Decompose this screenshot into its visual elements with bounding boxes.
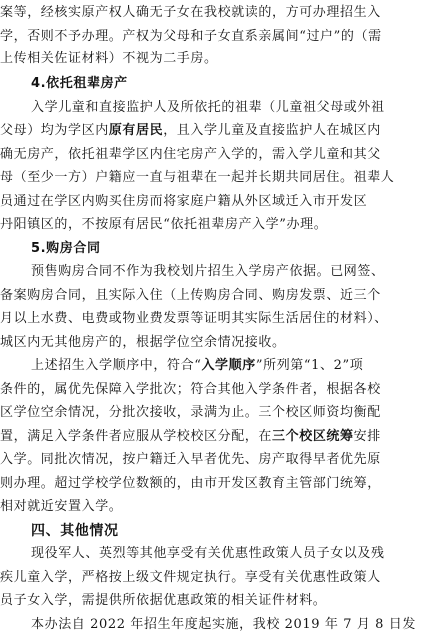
text-line-1: 案等，经核实原产权人确无子女在我校就读的，方可办理招生入 (0, 5, 381, 20)
text-line-5: 入学儿童和直接监护人及所依托的祖辈（儿童祖父母或外祖 (31, 100, 385, 115)
text-line-10: 丹阳镇区的，不按原有居民“依托祖辈房产入学”办理。 (0, 217, 328, 232)
text-line-8: 母（至少一方）户籍应一直与祖辈在一起并长期共同居住。祖辈人 (0, 170, 395, 185)
text-line-16: 上述招生入学顺序中，符合“入学顺序”所列第“1、2”项 (31, 358, 364, 373)
emphasis-admission-order: 入学顺序 (201, 358, 256, 373)
text-line-21: 则办理。超过学校学位数额的，由市开发区教育主管部门统筹， (0, 476, 381, 491)
text-line-24: 现役军人、英烈等其他享受有关优惠性政策人员子女以及残 (31, 546, 385, 561)
heading-4: 4.依托租辈房产 (31, 76, 128, 91)
text-line-9: 员通过在学区内购买住房而将家庭户籍从外区域迁入市开发区 (0, 194, 368, 209)
text-line-3: 上传相关佐证材料）不视为二手房。 (0, 51, 218, 66)
text-line-18: 区学位空余情况，分批次接收，录满为止。三个校区师资均衡配 (0, 405, 381, 420)
text-line-17: 条件的，属优先保障入学批次；符合其他入学条件者，根据各校 (0, 382, 381, 397)
text-line-22: 相对就近安置入学。 (0, 499, 123, 514)
text-line-27: 本办法自 2022 年招生年度起实施，我校 2019 年 7 月 8 日发 (31, 617, 416, 632)
heading-5: 5.购房合同 (31, 241, 101, 256)
text-line-7: 确无房产，依托祖辈学区内住宅房产入学的，需入学儿童和其父 (0, 147, 381, 162)
section-heading-other: 四、其他情况 (31, 523, 119, 539)
text-line-15: 城区内无其他房产的，根据学位空余情况接收。 (0, 335, 286, 350)
text-line-13: 备案购房合同，且实际入住（上传购房合同、购房发票、近三个 (0, 288, 381, 303)
text-line-20: 入学。同批次情况，按户籍迁入早者优先、房产取得早者优先原 (0, 452, 381, 467)
text-line-2: 学，否则不予办理。产权为父母和子女直系亲属间“过户”的（需 (0, 29, 382, 44)
emphasis-original-residents: 原有居民 (108, 123, 164, 138)
text-line-26: 员子女入学，需提供所依据优惠政策的相关证件材料。 (0, 593, 327, 608)
text-line-6: 父母）均为学区内原有居民，且入学儿童及直接监护人在城区内 (0, 123, 381, 138)
text-line-14: 月以上水费、电费或物业费发票等证明其实际生活居住的材料）、 (0, 311, 388, 326)
text-line-19: 置，满足入学条件者应服从学校校区分配，在三个校区统筹安排 (0, 429, 381, 444)
text-line-25: 疾儿童入学，严格按上级文件规定执行。享受有关优惠性政策人 (0, 570, 381, 585)
emphasis-three-campuses: 三个校区统筹 (272, 429, 354, 444)
text-line-12: 预售购房合同不作为我校划片招生入学房产依据。已网签、 (31, 264, 385, 279)
